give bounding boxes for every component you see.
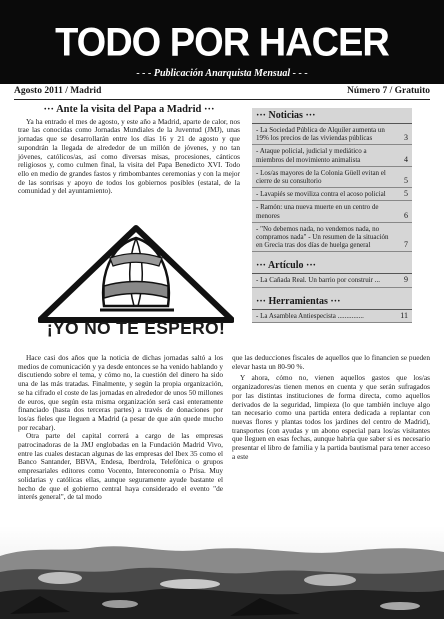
contents-entry [252, 201, 412, 222]
article-column-right [232, 354, 430, 461]
issue-number: Número 7 / Gratuito [347, 86, 430, 96]
noticias-list [252, 124, 412, 252]
entry-page: 5 [404, 176, 408, 186]
contents-entry [252, 145, 412, 166]
entry-page: 6 [404, 210, 408, 220]
section-herramientas: ··· Herramientas ··· [252, 294, 412, 310]
article-paragraph: que las deducciones fiscales de aquellos que lo financien se pueden elevar hasta un 80-90 %. [232, 353, 430, 371]
entry-page: 4 [404, 154, 408, 164]
section-noticias: ··· Noticias ··· [252, 108, 412, 124]
entry-title: - Lavapiés se moviliza contra el acoso policial [256, 190, 386, 199]
article-paragraph: Otra parte del capital correrá a cargo de las empresas patrocinadoras de la JMJ englobadas en la Fundación Madrid Vivo, entre las cuales destacan algunas de las empresas del Ibex 35 como el Banco Santander, BBVA, Endesa, Iberdrola, Telefónica o grupos empresariales editores como Vocento, Intereconomía o Prisa. Muy solidarias y católicas ellas, aunque seguramente ayude bastante el hecho de que el gobierno central haya considerado el evento "de interés general", de tal modo [18, 431, 223, 502]
contents-entry [252, 223, 412, 253]
article-paragraph: Hace casi dos años que la noticia de dichas jornadas saltó a los medios de comunicación y ya desde entonces se ha venido hablando y discutiendo sobre el tema, y cómo no, la cuestión del dinero ha sido una de las más tratadas. Finalmente, y según la propia organización, se ha cifrado el coste de las jornadas en alrededor de unos 50 millones de euros, que según esta misma organización será casi enteramente financiado (hasta dos terceras partes) a través de donaciones por los/as fieles que lleguen a Madrid (a pesar de que aún quede mucho por recabar). [18, 353, 223, 432]
slogan: ¡YO NO TE ESPERO! [46, 318, 226, 338]
entry-page: 7 [404, 240, 408, 250]
issue-date: Agosto 2011 / Madrid [14, 86, 102, 96]
contents-entry [252, 310, 412, 323]
lead-article [18, 106, 240, 196]
newspaper-title: TODO POR HACER [55, 20, 389, 66]
contents-box [252, 108, 412, 323]
articulo-list [252, 274, 412, 287]
entry-page: 5 [404, 189, 408, 199]
contents-entry [252, 274, 412, 287]
contents-entry [252, 188, 412, 201]
article-intro: Ya ha entrado el mes de agosto, y este año a Madrid, aparte de calor, nos trae las conocidas como Jornadas Mundiales de la Juventud (JMJ), unas jornadas que se desarrollarán entre los días 16 y 21 de agosto y que supondrán la llegada de alrededor de un millón de jóvenes, y no tan jóvenes, católicos/as, así como diversas misas, procesiones, cánticos religiosos y, como culmen final, la visita del Papa Benedicto XVI. Todo ello en medio de grandes fastos y rimbombantes ceremonias y con la mejor de las sonrisas y apoyo de todos los gobiernos posibles (estatal, de la comunidad y del ayuntamiento). [18, 116, 240, 196]
divider [14, 99, 430, 100]
section-articulo: ··· Artículo ··· [252, 258, 412, 274]
entry-title: - La Asamblea Antiespecista ............... [256, 311, 364, 320]
article-column-left [18, 354, 223, 502]
entry-title: - "No debemos nada, no vendemos nada, no compramos nada" - Un resumen de la situación en Grecia tras dos días de huelga general [256, 224, 389, 250]
entry-page: 3 [404, 133, 408, 143]
masthead [0, 0, 444, 84]
contents-entry [252, 167, 412, 188]
entry-title: - La Cañada Real. Un barrio por construir ... [256, 276, 381, 285]
entry-page: 11 [400, 310, 408, 320]
contents-entry [252, 124, 412, 145]
entry-title: - Ramón: una nueva muerte en un centro de menores [256, 203, 379, 220]
entry-page: 9 [404, 275, 408, 285]
entry-title: - Los/as mayores de la Colonia Güell evitan el cierre de su consultorio [256, 168, 386, 186]
newspaper-subtitle: - - - Publicación Anarquista Mensual - - - [136, 68, 308, 79]
article-heading: ··· Ante la visita del Papa a Madrid ··· [43, 104, 215, 115]
article-paragraph: Y ahora, cómo no, vienen aquellos gastos que los/as organizadores/as tienen menos en cuenta y que serán sufragados por las distintas instituciones de forma directa, como aquellos derivados de la seguridad, limpieza (lo que también incluye algo tan necesario como una partida entera dedicada a replantar con nuevas flores y plantas todos los jardines del centro de Madrid), transportes (con ayudas y un abono especial para los/as visitantes que lleguen en esas fechas, aunque habría que saber si es necesario presentar el libro de familia y la partida bautismal para tener acceso a este [232, 373, 430, 461]
coastline-photo [0, 526, 444, 619]
herramientas-list [252, 310, 412, 323]
entry-title: - La Sociedad Pública de Alquiler aumenta un 19% los precios de las viviendas públicas [256, 126, 385, 143]
entry-title: - Ataque policial, judicial y mediático a miembros del movimiento animalista [256, 147, 367, 164]
